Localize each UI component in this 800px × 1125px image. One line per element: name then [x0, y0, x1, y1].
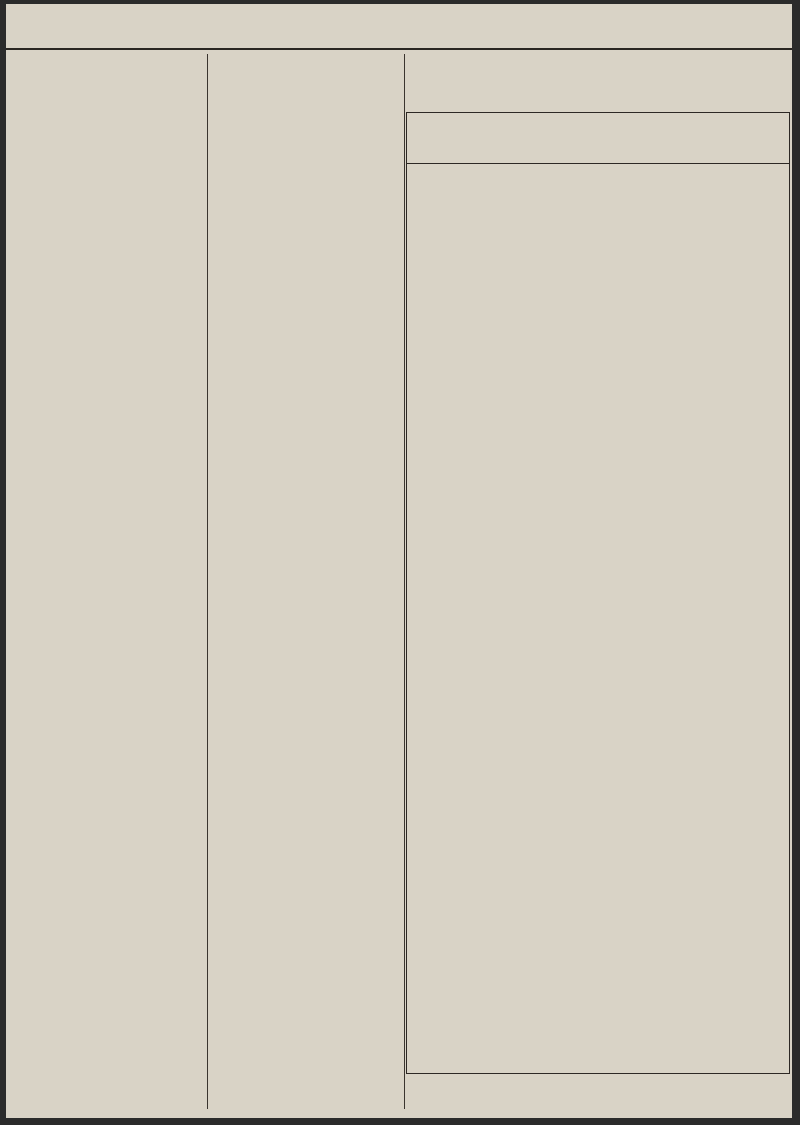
page-header: [6, 22, 792, 50]
column-rule: [207, 54, 208, 1109]
epizootic-table: [406, 112, 790, 1074]
text-column-1: [14, 58, 204, 1118]
table-header-row: [407, 113, 789, 164]
newspaper-page: [6, 4, 792, 1118]
column-rule: [404, 54, 405, 1109]
text-column-2: [212, 58, 400, 1118]
